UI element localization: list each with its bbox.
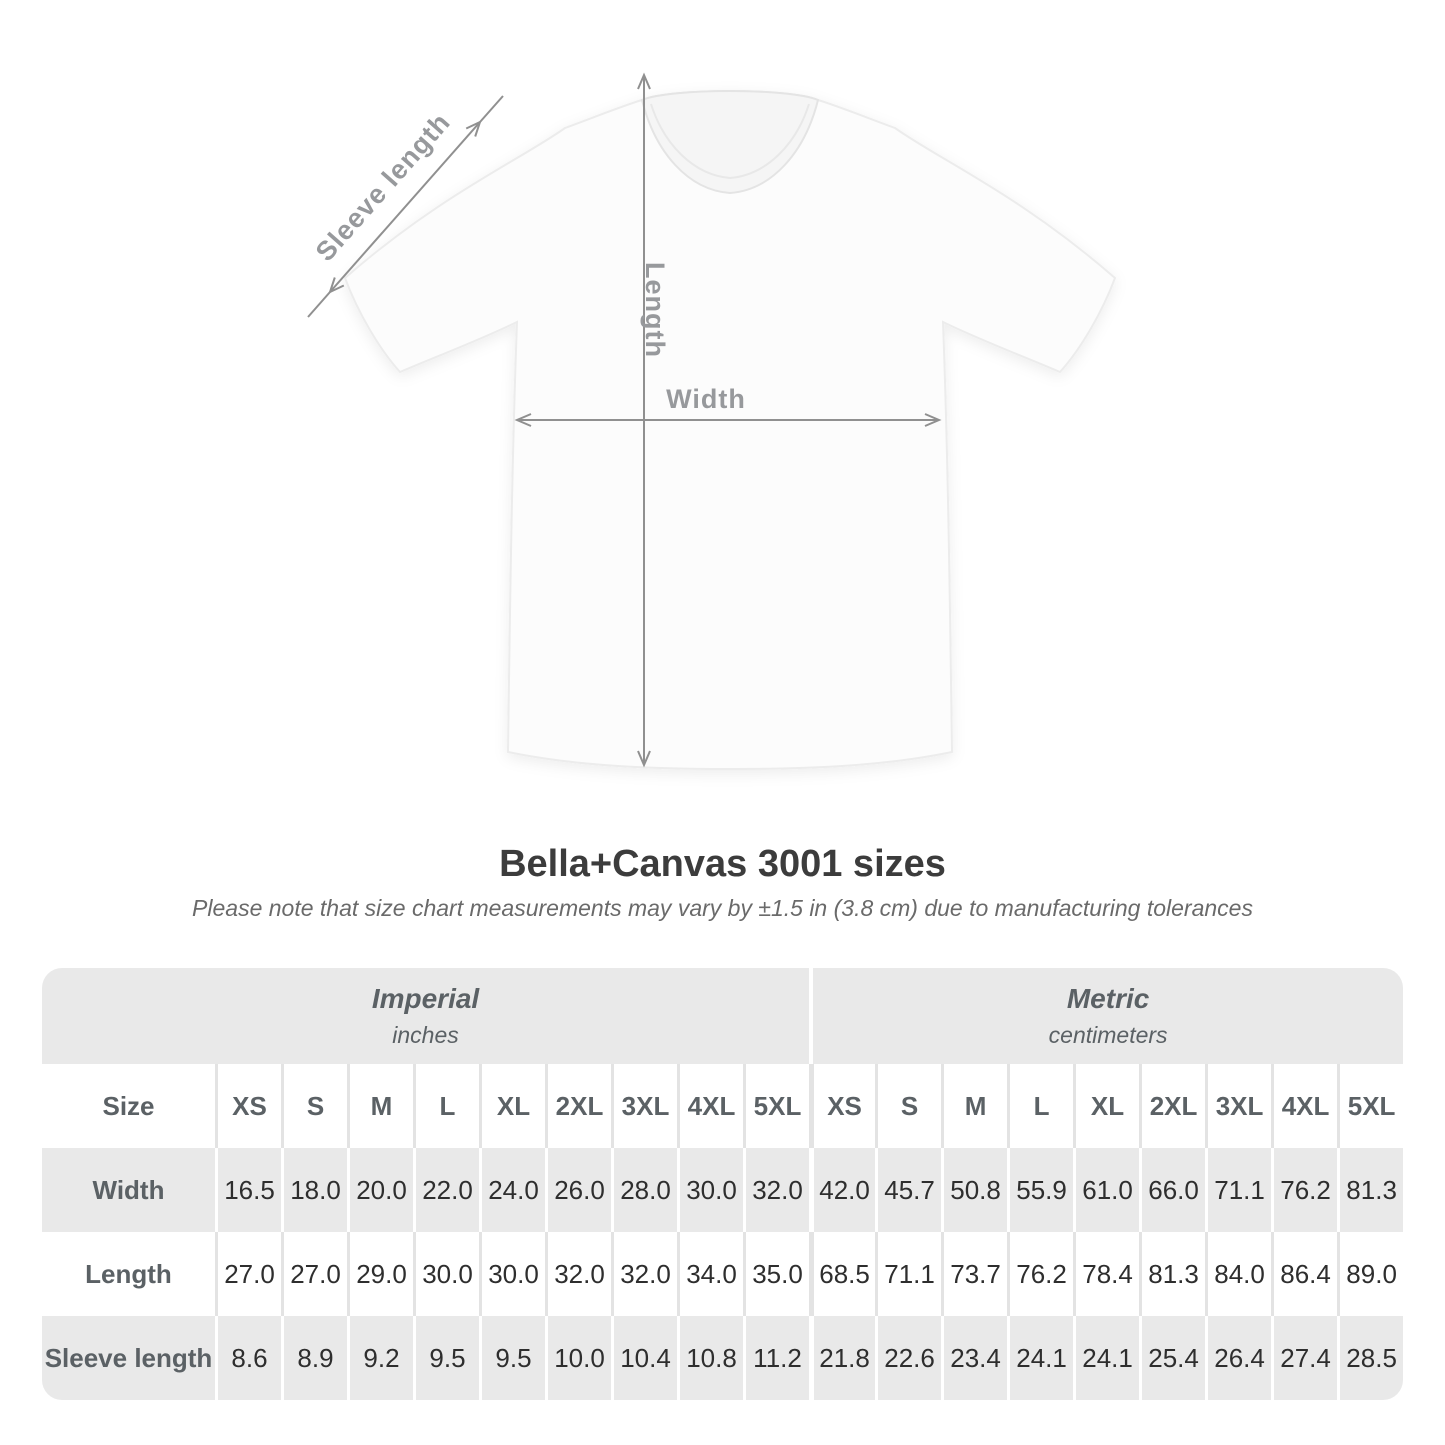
measurement-value: 20.0 xyxy=(347,1148,413,1232)
size-column-header: S xyxy=(281,1064,347,1148)
measurement-value: 71.1 xyxy=(1205,1148,1271,1232)
size-column-header: 5XL xyxy=(743,1064,809,1148)
size-column-label: Size xyxy=(42,1064,215,1148)
measurement-value: 42.0 xyxy=(809,1148,875,1232)
measurement-value: 9.5 xyxy=(479,1316,545,1400)
measurement-value: 22.0 xyxy=(413,1148,479,1232)
size-column-header: S xyxy=(875,1064,941,1148)
measurement-row xyxy=(42,1232,1403,1316)
row-label: Sleeve length xyxy=(42,1316,215,1400)
size-column-header: 2XL xyxy=(545,1064,611,1148)
measurement-value: 10.8 xyxy=(677,1316,743,1400)
measurement-value: 18.0 xyxy=(281,1148,347,1232)
size-column-header: L xyxy=(1007,1064,1073,1148)
imperial-group-title: Imperial xyxy=(371,983,480,1014)
size-column-header: 4XL xyxy=(1271,1064,1337,1148)
measurement-value: 10.0 xyxy=(545,1316,611,1400)
size-column-header: L xyxy=(413,1064,479,1148)
size-column-header: 4XL xyxy=(677,1064,743,1148)
measurement-value: 30.0 xyxy=(479,1232,545,1316)
measurement-row xyxy=(42,1316,1403,1400)
unit-group-row xyxy=(42,968,1403,1064)
metric-group-unit: centimeters xyxy=(1048,1022,1168,1048)
size-column-header: 5XL xyxy=(1337,1064,1403,1148)
measurement-value: 28.5 xyxy=(1337,1316,1403,1400)
measurement-value: 68.5 xyxy=(809,1232,875,1316)
measurement-value: 30.0 xyxy=(413,1232,479,1316)
measurement-value: 35.0 xyxy=(743,1232,809,1316)
measurement-value: 84.0 xyxy=(1205,1232,1271,1316)
metric-group-title: Metric xyxy=(1066,983,1150,1014)
size-column-header: XL xyxy=(1073,1064,1139,1148)
measurement-value: 8.6 xyxy=(215,1316,281,1400)
size-chart xyxy=(42,968,1403,1400)
page-title: Bella+Canvas 3001 sizes xyxy=(499,843,946,885)
measurement-value: 22.6 xyxy=(875,1316,941,1400)
measurement-value: 34.0 xyxy=(677,1232,743,1316)
measurement-value: 66.0 xyxy=(1139,1148,1205,1232)
measurement-value: 24.1 xyxy=(1007,1316,1073,1400)
size-column-header: XL xyxy=(479,1064,545,1148)
measurement-value: 81.3 xyxy=(1337,1148,1403,1232)
measurement-value: 24.1 xyxy=(1073,1316,1139,1400)
measurement-value: 27.4 xyxy=(1271,1316,1337,1400)
imperial-group-header xyxy=(42,968,809,1064)
measurement-value: 89.0 xyxy=(1337,1232,1403,1316)
size-column-header: 2XL xyxy=(1139,1064,1205,1148)
measurement-value: 61.0 xyxy=(1073,1148,1139,1232)
size-column-header: M xyxy=(347,1064,413,1148)
size-chart-table xyxy=(42,968,1403,1400)
size-column-header: XS xyxy=(809,1064,875,1148)
measurement-value: 25.4 xyxy=(1139,1316,1205,1400)
measurement-row xyxy=(42,1148,1403,1232)
measurement-value: 32.0 xyxy=(743,1148,809,1232)
measurement-value: 27.0 xyxy=(215,1232,281,1316)
measurement-value: 9.2 xyxy=(347,1316,413,1400)
tolerance-note: Please note that size chart measurements may vary by ±1.5 in (3.8 cm) due to manufacturing tolerances xyxy=(192,895,1253,921)
measurement-value: 10.4 xyxy=(611,1316,677,1400)
measurement-value: 32.0 xyxy=(611,1232,677,1316)
measurement-value: 9.5 xyxy=(413,1316,479,1400)
measurement-value: 76.2 xyxy=(1007,1232,1073,1316)
length-label: Length xyxy=(640,262,670,358)
size-column-header: 3XL xyxy=(1205,1064,1271,1148)
width-label: Width xyxy=(666,384,746,414)
measurement-value: 28.0 xyxy=(611,1148,677,1232)
measurement-value: 8.9 xyxy=(281,1316,347,1400)
measurement-value: 32.0 xyxy=(545,1232,611,1316)
row-label: Length xyxy=(42,1232,215,1316)
sleeve-length-label: Sleeve length xyxy=(309,107,457,268)
measurement-value: 50.8 xyxy=(941,1148,1007,1232)
measurement-value: 78.4 xyxy=(1073,1232,1139,1316)
measurement-value: 71.1 xyxy=(875,1232,941,1316)
measurement-value: 76.2 xyxy=(1271,1148,1337,1232)
size-column-header: 3XL xyxy=(611,1064,677,1148)
measurement-value: 27.0 xyxy=(281,1232,347,1316)
measurement-value: 26.4 xyxy=(1205,1316,1271,1400)
measurement-value: 81.3 xyxy=(1139,1232,1205,1316)
measurement-value: 24.0 xyxy=(479,1148,545,1232)
measurement-value: 86.4 xyxy=(1271,1232,1337,1316)
size-header-row xyxy=(42,1064,1403,1148)
measurement-value: 45.7 xyxy=(875,1148,941,1232)
measurement-value: 21.8 xyxy=(809,1316,875,1400)
size-column-header: M xyxy=(941,1064,1007,1148)
measurement-value: 30.0 xyxy=(677,1148,743,1232)
measurement-value: 11.2 xyxy=(743,1316,809,1400)
size-column-header: XS xyxy=(215,1064,281,1148)
measurement-value: 23.4 xyxy=(941,1316,1007,1400)
measurement-value: 55.9 xyxy=(1007,1148,1073,1232)
imperial-group-unit: inches xyxy=(392,1022,459,1048)
measurement-value: 73.7 xyxy=(941,1232,1007,1316)
metric-group-header xyxy=(809,968,1403,1064)
measurement-value: 26.0 xyxy=(545,1148,611,1232)
measurement-value: 16.5 xyxy=(215,1148,281,1232)
row-label: Width xyxy=(42,1148,215,1232)
measurement-value: 29.0 xyxy=(347,1232,413,1316)
